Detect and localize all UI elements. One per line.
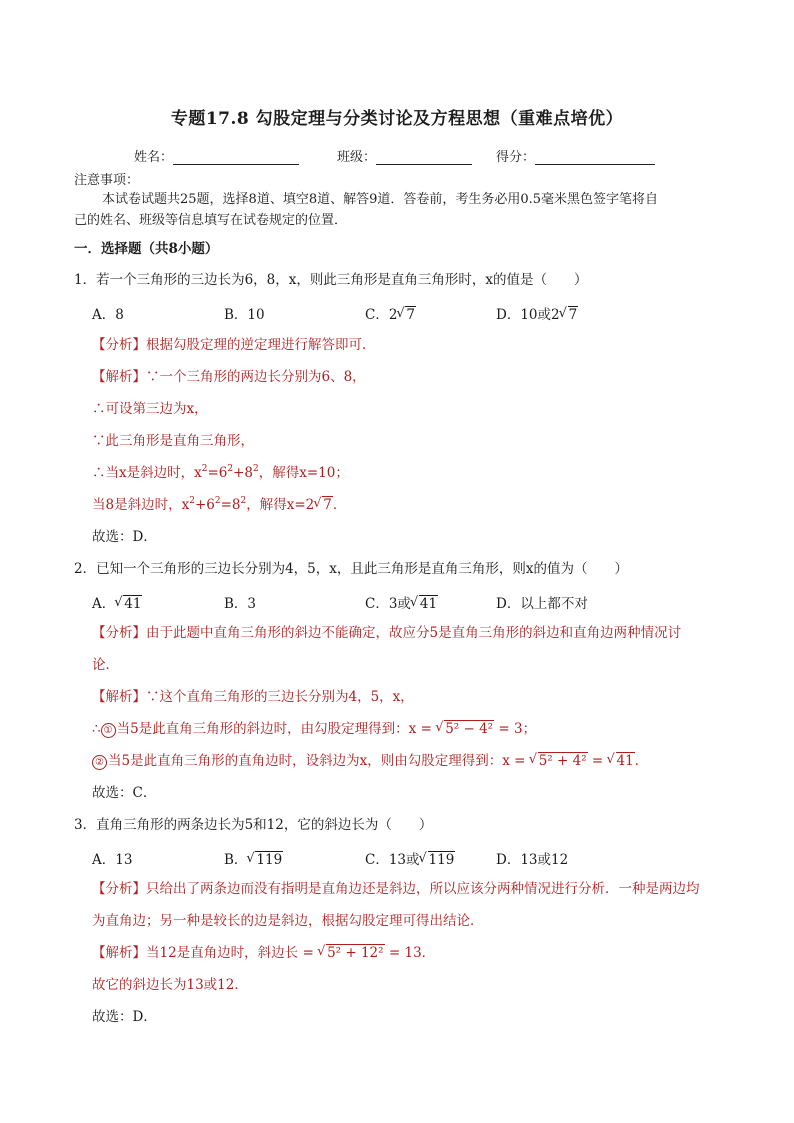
q1-option-c[interactable]: C．2√ 7 <box>365 303 416 323</box>
circled-two: ② <box>92 755 107 770</box>
q1-solution-2: ∴可设第三边为x， <box>92 401 208 417</box>
q3-option-b[interactable]: B．√ 119 <box>224 848 283 868</box>
page-title: 专题17.8 勾股定理与分类讨论及方程思想（重难点培优） <box>170 109 624 129</box>
notice-line-1: 本试卷试题共25题，选择8道、填空8道、解答9道．答卷前，考生务必用0.5毫米黑色签字笔将自 <box>102 192 659 207</box>
q2-solution-1: 【解析】∵这个直角三角形的三边长分别为4，5，x， <box>92 689 414 705</box>
analysis-tag: 【分析】 <box>92 881 146 897</box>
q2-analysis-2: 论． <box>92 657 119 673</box>
class-label: 班级： <box>337 150 377 165</box>
q3-solution-2: 故它的斜边长为13或12． <box>92 977 248 993</box>
q3-answer: 故选：D． <box>92 1009 157 1025</box>
solution-tag: 【解析】 <box>92 689 146 705</box>
q1-option-d[interactable]: D．10或2√ 7 <box>496 303 578 323</box>
q2-option-c[interactable]: C．3或√ 41 <box>365 592 438 612</box>
q1-option-b[interactable]: B．10 <box>224 307 265 323</box>
analysis-tag: 【分析】 <box>92 625 146 641</box>
notice-line-2: 己的姓名、班级等信息填写在试卷规定的位置． <box>74 213 348 228</box>
score-field[interactable] <box>535 151 655 165</box>
q1-solution-4: ∴当x是斜边时，$x^2=6^2+8^2$，解得x=10； <box>92 464 349 481</box>
analysis-tag: 【分析】 <box>92 337 146 353</box>
section-heading: 一．选择题（共8小题） <box>74 241 219 257</box>
circled-one: ① <box>101 723 116 738</box>
q2-analysis-1: 【分析】由于此题中直角三角形的斜边不能确定，故应分5是直角三角形的斜边和直角边两种情况讨 <box>92 625 682 641</box>
q1-solution-1: 【解析】∵一个三角形的两边长分别为6、8， <box>92 369 366 385</box>
q1-stem: 1．若一个三角形的三边长为6，8，x，则此三角形是直角三角形时，x的值是（ ） <box>74 272 588 288</box>
name-field[interactable] <box>173 151 299 165</box>
q3-option-d[interactable]: D．13或12 <box>496 852 569 868</box>
q1-answer: 故选：D． <box>92 529 157 545</box>
name-label: 姓名： <box>134 150 174 165</box>
q2-answer: 故选：C． <box>92 785 157 801</box>
q2-solution-3: ② 当5是此直角三角形的直角边时，设斜边为x，则由勾股定理得到：x = √ 5² + 4² = √ 41． <box>92 752 648 770</box>
q1-solution-3: ∵此三角形是直角三角形， <box>92 433 254 449</box>
q2-stem: 2．已知一个三角形的三边长分别为4，5，x，且此三角形是直角三角形，则x的值为（ ） <box>74 561 628 577</box>
solution-tag: 【解析】 <box>92 369 146 385</box>
solution-tag: 【解析】 <box>92 945 146 961</box>
student-info-row <box>134 146 655 165</box>
q1-option-a[interactable]: A．8 <box>92 307 124 323</box>
notice-heading: 注意事项： <box>74 173 140 188</box>
q1-analysis: 【分析】根据勾股定理的逆定理进行解答即可． <box>92 337 376 353</box>
q3-solution-1: 【解析】当12是直角边时，斜边长 = √ 5² + 12² = 13． <box>92 944 435 962</box>
q2-option-b[interactable]: B．3 <box>224 596 257 612</box>
q3-stem: 3．直角三角形的两条边长为5和12，它的斜边长为（ ） <box>74 817 433 833</box>
q1-solution-5: 当8是斜边时，$x^2+6^2=8^2$，解得x=2√ 7． <box>92 496 346 514</box>
score-label: 得分： <box>496 150 536 165</box>
q2-option-d[interactable]: D．以上都不对 <box>496 596 588 612</box>
q3-analysis-1: 【分析】只给出了两条边而没有指明是直角边还是斜边，所以应该分两种情况进行分析．一种是两边均 <box>92 881 700 897</box>
q2-option-a[interactable]: A．√ 41 <box>92 592 142 612</box>
q3-analysis-2: 为直角边；另一种是较长的边是斜边，根据勾股定理可得出结论． <box>92 913 484 929</box>
q2-solution-2: ∴ ① 当5是此直角三角形的斜边时，由勾股定理得到：x = √ 5² − 4² = 3； <box>92 720 536 738</box>
class-field[interactable] <box>376 151 472 165</box>
q3-option-c[interactable]: C．13或√ 119 <box>365 848 455 868</box>
q3-option-a[interactable]: A．13 <box>92 852 133 868</box>
